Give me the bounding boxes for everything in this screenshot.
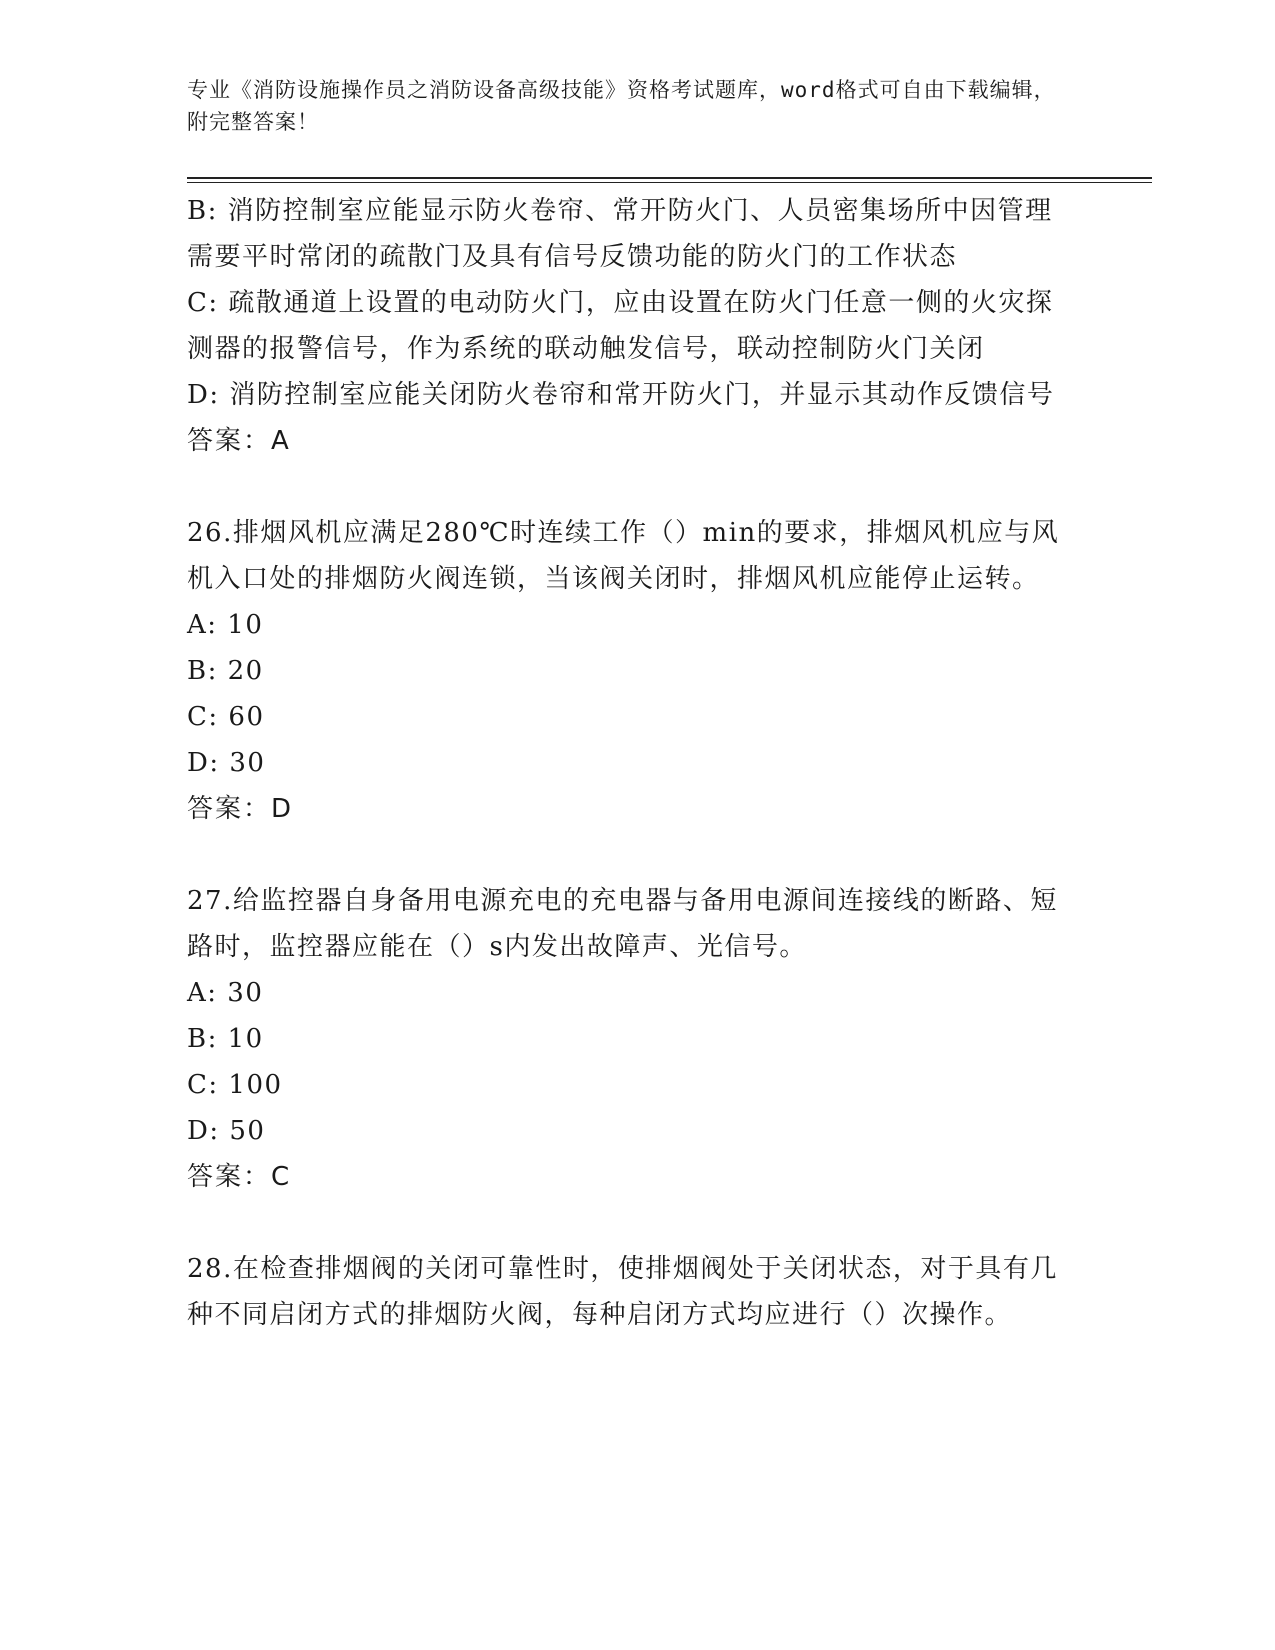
question-25-continuation [187,188,1067,464]
option-d: D: 消防控制室应能关闭防火卷帘和常开防火门，并显示其动作反馈信号 [187,380,1055,410]
header-title: 专业《消防设施操作员之消防设备高级技能》资格考试题库，word格式可自由下载编辑，附完整答案！ [187,78,1056,134]
answer: 答案：A [187,426,291,456]
header-divider-thick [187,177,1152,179]
option-d: D: 50 [187,1116,266,1146]
option-a: A: 30 [187,978,264,1008]
option-b: B: 10 [187,1024,264,1054]
option-a: A: 10 [187,610,264,640]
option-c: C: 60 [187,702,265,732]
question-stem: 27.给监控器自身备用电源充电的充电器与备用电源间连接线的断路、短路时，监控器应能在（）s内发出故障声、光信号。 [187,886,1058,962]
question-26 [187,510,1067,832]
answer: 答案：D [187,794,294,824]
question-27 [187,878,1067,1200]
option-c: C: 100 [187,1070,283,1100]
option-b: B: 消防控制室应能显示防火卷帘、常开防火门、人员密集场所中因管理需要平时常闭的疏散门及具有信号反馈功能的防火门的工作状态 [187,196,1053,272]
option-c: C: 疏散通道上设置的电动防火门，应由设置在防火门任意一侧的火灾探测器的报警信号，作为系统的联动触发信号，联动控制防火门关闭 [187,288,1054,364]
header-divider-thin [187,182,1152,183]
document-header [187,74,1067,138]
option-d: D: 30 [187,748,266,778]
answer: 答案：C [187,1162,292,1192]
question-stem: 28.在检查排烟阀的关闭可靠性时，使排烟阀处于关闭状态，对于具有几种不同启闭方式的排烟防火阀，每种启闭方式均应进行（）次操作。 [187,1254,1058,1330]
question-28 [187,1246,1067,1338]
document-body [187,188,1067,1338]
question-stem: 26.排烟风机应满足280℃时连续工作（）min的要求，排烟风机应与风机入口处的排烟防火阀连锁，当该阀关闭时，排烟风机应能停止运转。 [187,518,1060,594]
option-b: B: 20 [187,656,264,686]
